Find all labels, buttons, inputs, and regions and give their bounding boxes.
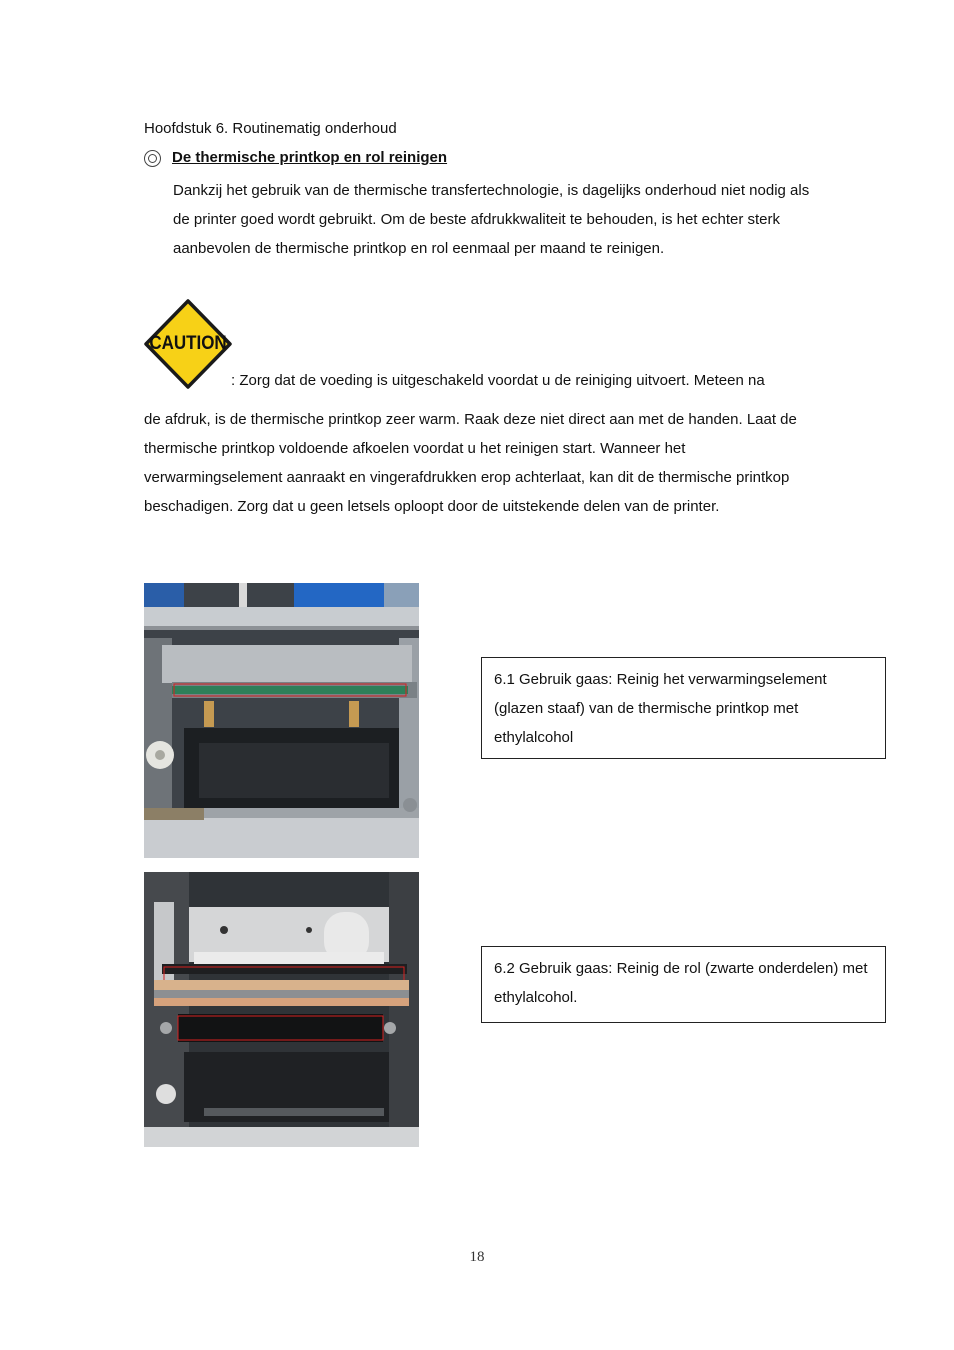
section-title: De thermische printkop en rol reinigen	[172, 149, 448, 166]
caution-diamond-graphic	[144, 299, 232, 389]
caution-sign-icon	[144, 299, 232, 389]
chapter-heading: Hoofdstuk 6. Routinematig onderhoud	[144, 120, 397, 137]
double-circle-bullet-icon	[144, 150, 161, 167]
section-heading	[144, 148, 447, 168]
step-callout-roller: 6.2 Gebruik gaas: Reinig de rol (zwarte onderdelen) met ethylalcohol.	[481, 946, 886, 1023]
roller-photo	[144, 872, 419, 1147]
step-callout-printhead: 6.1 Gebruik gaas: Reinig het verwarmingselement (glazen staaf) van de thermische printkop met ethylalcohol	[481, 657, 886, 759]
caution-body-paragraph: de afdruk, is de thermische printkop zeer warm. Raak deze niet direct aan met de handen. Laat de thermische printkop voldoende afkoelen voordat u het reinigen start. Wanneer het verwarmingselement aanraakt en vingerafdrukken erop achterlaat, kan dit de thermische printkop beschadigen. Zorg dat u geen letsels oploopt door de uitstekende delen van de printer.	[144, 411, 797, 515]
caution-badge-text: CAUTION	[149, 330, 227, 354]
page-number: 18	[469, 1249, 485, 1265]
caution-inline-text: : Zorg dat de voeding is uitgeschakeld voordat u de reiniging uitvoert. Meteen na	[231, 372, 765, 389]
intro-paragraph: Dankzij het gebruik van de thermische transfertechnologie, is dagelijks onderhoud niet nodig als de printer goed wordt gebruikt. Om de beste afdrukkwaliteit te behouden, is het echter sterk aanbevolen de thermische printkop en rol eenmaal per maand te reinigen.	[173, 182, 810, 257]
printhead-photo	[144, 583, 419, 858]
